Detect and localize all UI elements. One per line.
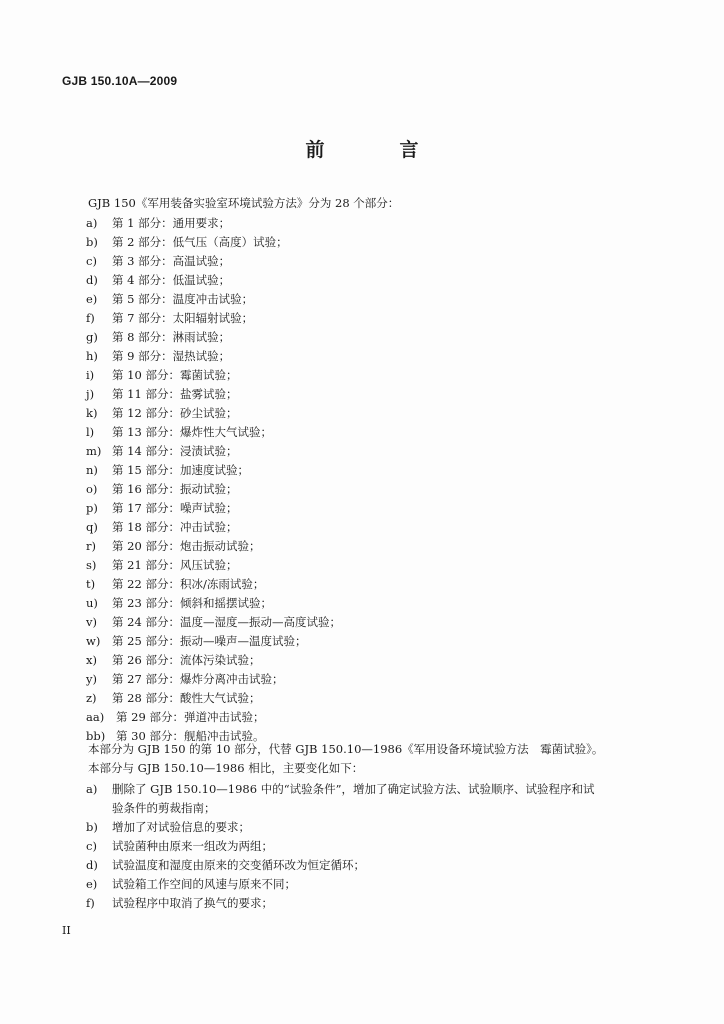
change-item-marker: a)	[86, 782, 98, 796]
change-item-marker: d)	[86, 858, 98, 872]
change-item-text: 试验程序中取消了换气的要求；	[112, 896, 273, 910]
list-item-marker: p)	[86, 501, 98, 515]
list-item	[0, 423, 724, 442]
list-item-marker: f)	[86, 311, 95, 325]
list-item	[0, 233, 724, 252]
list-item-marker: z)	[86, 691, 97, 705]
list-item	[0, 575, 724, 594]
list-item-text: 第 22 部分：积冰/冻雨试验；	[112, 577, 265, 591]
change-item	[0, 818, 724, 837]
page-number: II	[62, 924, 71, 937]
list-item-text: 第 15 部分：加速度试验；	[112, 463, 249, 477]
list-item-marker: e)	[86, 292, 98, 306]
list-item-text: 第 16 部分：振动试验；	[112, 482, 238, 496]
list-item-text: 第 28 部分：酸性大气试验；	[112, 691, 261, 705]
list-item	[0, 214, 724, 233]
replace-note: 本部分为 GJB 150 的第 10 部分，代替 GJB 150.10—1986《军用设备环境试验方法 霉菌试验》。	[88, 742, 604, 756]
list-item	[0, 613, 724, 632]
list-item	[0, 252, 724, 271]
list-item-marker: s)	[86, 558, 97, 572]
list-item	[0, 309, 724, 328]
list-item-text: 第 2 部分：低气压（高度）试验；	[112, 235, 288, 249]
list-item-marker: b)	[86, 235, 98, 249]
list-item-marker: d)	[86, 273, 98, 287]
change-item-text: 试验箱工作空间的风速与原来不同；	[112, 877, 296, 891]
list-item-marker: x)	[86, 653, 97, 667]
list-item-marker: c)	[86, 254, 97, 268]
list-item	[0, 271, 724, 290]
list-item-marker: y)	[86, 672, 97, 686]
list-item	[0, 499, 724, 518]
list-item-text: 第 3 部分：高温试验；	[112, 254, 231, 268]
list-item-text: 第 1 部分：通用要求；	[112, 216, 231, 230]
list-item-text: 第 25 部分：振动—噪声—温度试验；	[112, 634, 307, 648]
list-item	[0, 347, 724, 366]
change-item	[0, 780, 724, 799]
list-item-marker: q)	[86, 520, 98, 534]
list-item	[0, 290, 724, 309]
list-item	[0, 366, 724, 385]
list-item-text: 第 30 部分：舰船冲击试验。	[116, 729, 265, 743]
list-item	[0, 670, 724, 689]
list-item-text: 第 10 部分：霉菌试验；	[112, 368, 238, 382]
change-item	[0, 894, 724, 913]
list-item	[0, 442, 724, 461]
change-item	[0, 837, 724, 856]
change-item-text: 删除了 GJB 150.10—1986 中的“试验条件”，增加了确定试验方法、试验顺序、试验程序和试	[112, 782, 595, 796]
list-item-text: 第 4 部分：低温试验；	[112, 273, 231, 287]
list-item-text: 第 12 部分：砂尘试验；	[112, 406, 238, 420]
list-item-marker: bb)	[86, 729, 106, 743]
change-item-marker: b)	[86, 820, 98, 834]
change-item-marker: f)	[86, 896, 95, 910]
compare-note: 本部分与 GJB 150.10—1986 相比，主要变化如下：	[88, 761, 364, 775]
list-item	[0, 632, 724, 651]
list-item	[0, 651, 724, 670]
list-item-marker: w)	[86, 634, 101, 648]
changes-list	[0, 780, 724, 913]
change-item-text: 试验温度和湿度由原来的交变循环改为恒定循环；	[112, 858, 365, 872]
list-item-marker: v)	[86, 615, 97, 629]
list-item-marker: aa)	[86, 710, 105, 724]
change-item	[0, 875, 724, 894]
change-item-text: 增加了对试验信息的要求；	[112, 820, 250, 834]
list-item-marker: j)	[86, 387, 95, 401]
list-item	[0, 518, 724, 537]
list-item-marker: i)	[86, 368, 95, 382]
intro-paragraph: GJB 150《军用装备实验室环境试验方法》分为 28 个部分：	[88, 196, 400, 210]
list-item	[0, 689, 724, 708]
list-item-text: 第 29 部分：弹道冲击试验；	[116, 710, 265, 724]
change-item-marker: e)	[86, 877, 98, 891]
page-title: 前 言	[305, 139, 447, 161]
list-item-marker: g)	[86, 330, 98, 344]
list-item-text: 第 11 部分：盐雾试验；	[112, 387, 238, 401]
list-item-marker: u)	[86, 596, 98, 610]
list-item-marker: a)	[86, 216, 98, 230]
list-item	[0, 594, 724, 613]
change-item-text: 试验菌种由原来一组改为两组；	[112, 839, 273, 853]
standard-code-header: GJB 150.10A—2009	[62, 74, 178, 88]
list-item	[0, 537, 724, 556]
change-item-marker: c)	[86, 839, 97, 853]
list-item-text: 第 5 部分：温度冲击试验；	[112, 292, 254, 306]
parts-list	[0, 214, 724, 746]
change-item	[0, 856, 724, 875]
change-item-continuation	[0, 799, 724, 818]
list-item-text: 第 21 部分：风压试验；	[112, 558, 238, 572]
list-item-text: 第 14 部分：浸渍试验；	[112, 444, 238, 458]
list-item-text: 第 26 部分：流体污染试验；	[112, 653, 261, 667]
list-item-text: 第 20 部分：炮击振动试验；	[112, 539, 261, 553]
list-item	[0, 480, 724, 499]
list-item-text: 第 27 部分：爆炸分离冲击试验；	[112, 672, 284, 686]
list-item	[0, 328, 724, 347]
list-item-text: 第 7 部分：太阳辐射试验；	[112, 311, 254, 325]
list-item	[0, 404, 724, 423]
list-item-text: 第 24 部分：温度—湿度—振动—高度试验；	[112, 615, 341, 629]
list-item-marker: t)	[86, 577, 96, 591]
list-item-marker: l)	[86, 425, 95, 439]
list-item	[0, 708, 724, 727]
list-item	[0, 556, 724, 575]
change-item-continuation-text: 验条件的剪裁指南；	[112, 801, 216, 815]
list-item-marker: n)	[86, 463, 98, 477]
list-item	[0, 385, 724, 404]
list-item-marker: k)	[86, 406, 98, 420]
list-item-marker: h)	[86, 349, 98, 363]
list-item-marker: o)	[86, 482, 98, 496]
list-item-marker: m)	[86, 444, 102, 458]
list-item	[0, 461, 724, 480]
list-item-text: 第 23 部分：倾斜和摇摆试验；	[112, 596, 272, 610]
list-item-text: 第 17 部分：噪声试验；	[112, 501, 238, 515]
list-item-marker: r)	[86, 539, 96, 553]
list-item-text: 第 8 部分：淋雨试验；	[112, 330, 231, 344]
list-item-text: 第 13 部分：爆炸性大气试验；	[112, 425, 272, 439]
list-item-text: 第 9 部分：湿热试验；	[112, 349, 231, 363]
list-item-text: 第 18 部分：冲击试验；	[112, 520, 238, 534]
